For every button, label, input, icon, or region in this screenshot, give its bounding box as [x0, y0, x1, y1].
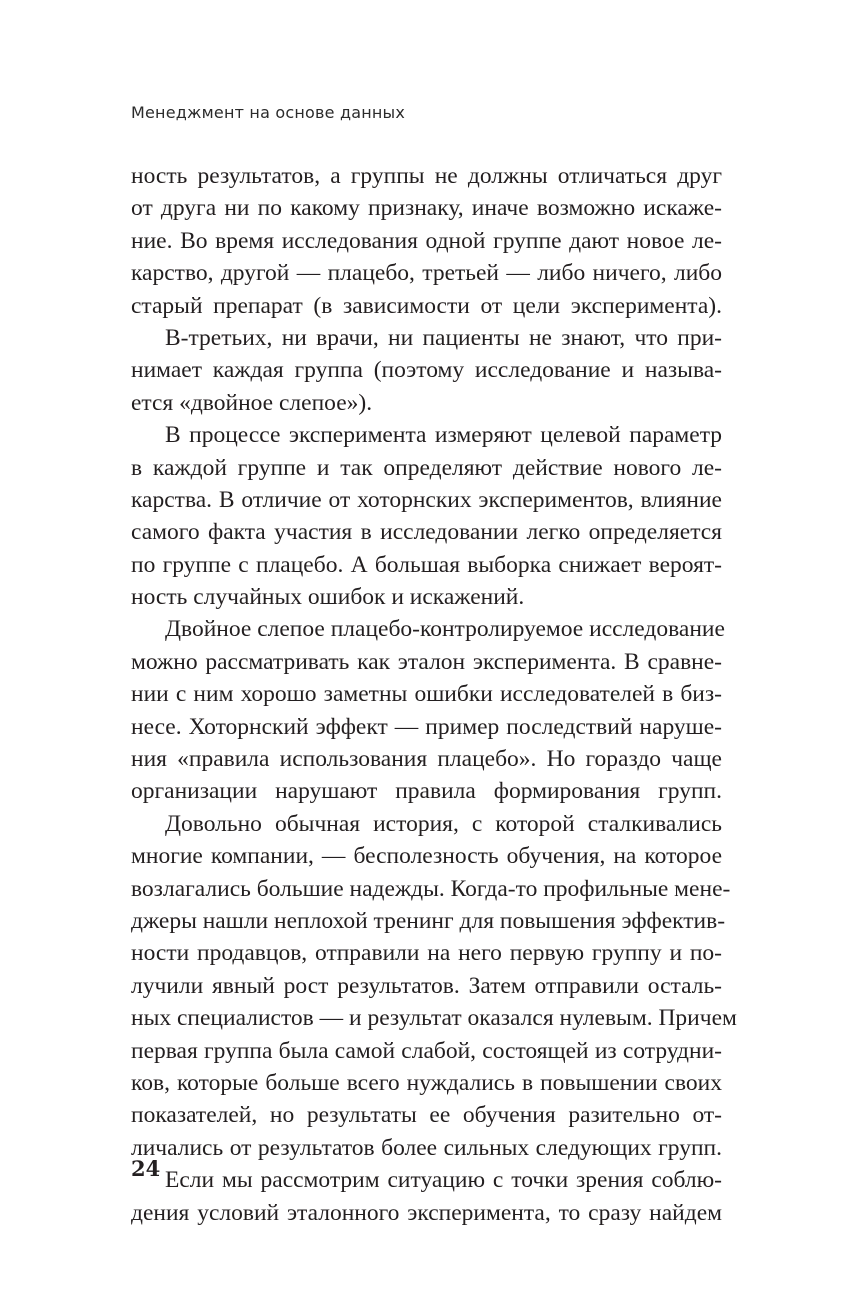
text-line: ков, которые больше всего нуждались в повышении своих	[131, 1069, 722, 1096]
paragraph-first-line: Двойное слепое плацебо-контролируемое исследование	[165, 616, 725, 643]
text-line: от друга ни по какому признаку, иначе возможно искаже-	[131, 195, 722, 222]
text-line: возлагались большие надежды. Когда-то профильные мене-	[131, 875, 731, 902]
text-line: несе. Хоторнский эффект — пример последствий наруше-	[131, 713, 722, 740]
paragraph-last-line: ется «двойное слепое»).	[131, 389, 373, 416]
text-line: ных специалистов — и результат оказался нулевым. Причем	[131, 1005, 737, 1032]
text-line: джеры нашли неплохой тренинг для повышения эффектив-	[131, 907, 726, 934]
text-line: старый препарат (в зависимости от цели эксперимента).	[131, 292, 722, 319]
text-line: ния «правила использования плацебо». Но гораздо чаще	[131, 746, 722, 773]
text-line: нии с ним хорошо заметны ошибки исследователей в биз-	[131, 681, 722, 708]
text-line: ности продавцов, отправили на него первую группу и по-	[131, 940, 722, 967]
text-line: ность результатов, а группы не должны отличаться друг	[131, 163, 722, 189]
running-head: Менеджмент на основе данных	[131, 103, 406, 122]
text-line: организации нарушают правила формирования групп.	[131, 778, 722, 805]
page-number: 24	[131, 1156, 161, 1181]
text-line: в каждой группе и так определяют действие нового ле-	[131, 454, 722, 481]
body-text	[131, 160, 737, 1229]
paragraph-first-line: В процессе эксперимента измеряют целевой параметр	[165, 422, 722, 449]
text-line: ние. Во время исследования одной группе дают новое ле-	[131, 227, 722, 254]
text-line: самого факта участия в исследовании легко определяется	[131, 519, 722, 546]
text-line: нимает каждая группа (поэтому исследование и называ-	[131, 357, 722, 384]
text-line: дения условий эталонного эксперимента, то сразу найдем	[131, 1199, 722, 1226]
text-line: многие компании, — бесполезность обучения, на которое	[131, 843, 722, 870]
text-line: по группе с плацебо. А большая выборка снижает вероят-	[131, 551, 722, 578]
paragraph-first-line: Если мы рассмотрим ситуацию с точки зрения соблю-	[165, 1167, 722, 1194]
paragraph-first-line: Довольно обычная история, с которой сталкивались	[165, 810, 722, 837]
paragraph-last-line: ность случайных ошибок и искажений.	[131, 584, 525, 611]
text-line: показателей, но результаты ее обучения разительно от-	[131, 1102, 722, 1129]
text-line: можно рассматривать как эталон эксперимента. В сравне-	[131, 648, 722, 675]
text-line: карство, другой — плацебо, третьей — либо ничего, либо	[131, 260, 722, 287]
text-line: лучили явный рост результатов. Затем отправили осталь-	[131, 972, 722, 999]
text-line: первая группа была самой слабой, состоящей из сотрудни-	[131, 1037, 722, 1064]
text-line: карства. В отличие от хоторнских экспериментов, влияние	[131, 486, 722, 513]
paragraph-first-line: В-третьих, ни врачи, ни пациенты не знают, что при-	[165, 324, 722, 351]
text-line: личались от результатов более сильных следующих групп.	[131, 1134, 722, 1161]
